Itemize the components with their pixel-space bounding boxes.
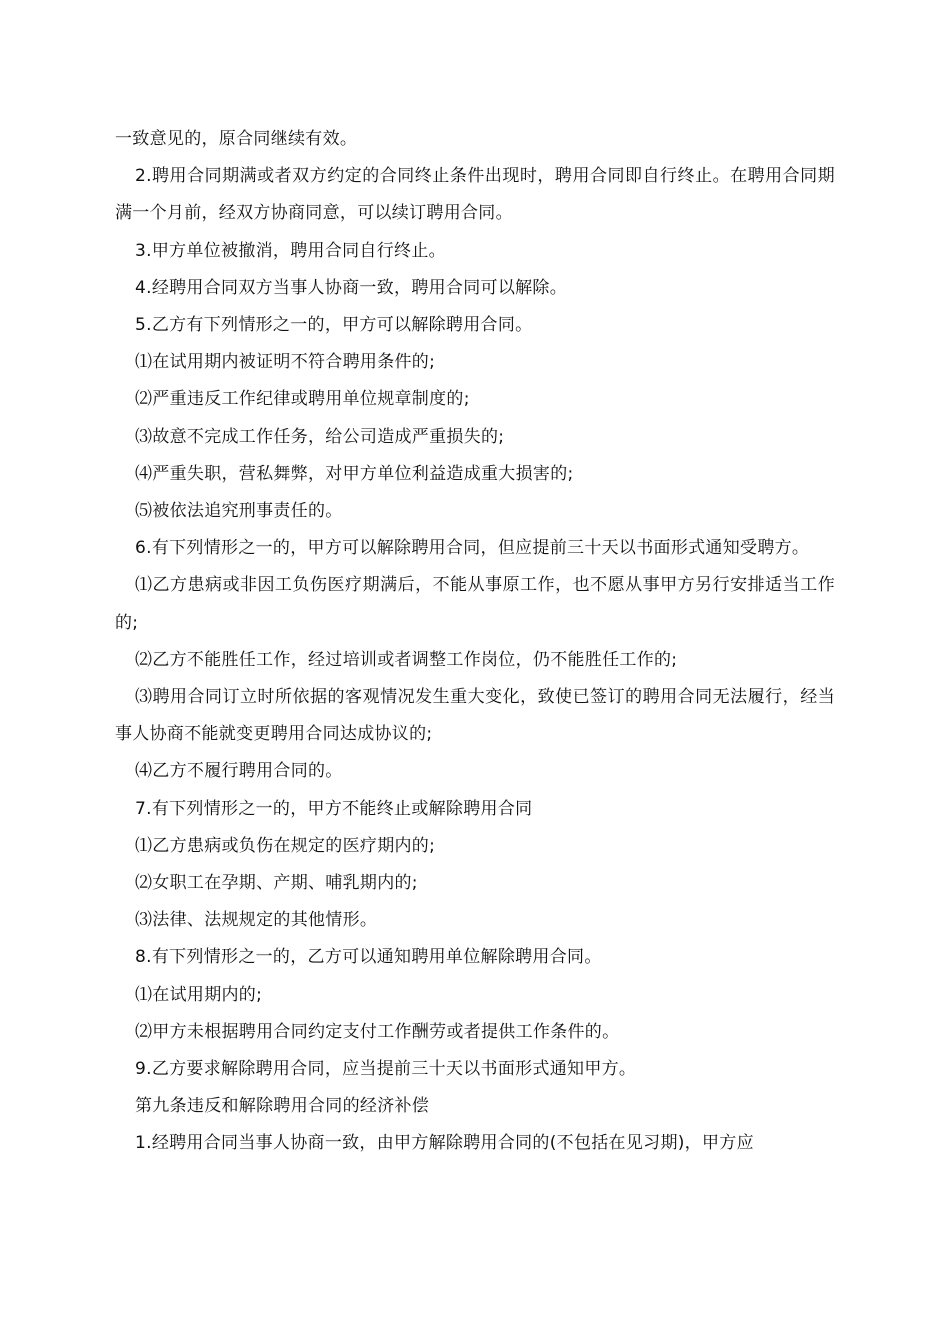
- article-9-clause-1: 1.经聘用合同当事人协商一致，由甲方解除聘用合同的(不包括在见习期)，甲方应: [135, 1133, 754, 1154]
- clause-4: 4.经聘用合同双方当事人协商一致，聘用合同可以解除。: [135, 277, 568, 298]
- document-body: [115, 121, 835, 1163]
- clause-5-item-3: ⑶故意不完成工作任务，给公司造成严重损失的;: [135, 426, 505, 447]
- clause-6: 6.有下列情形之一的，甲方可以解除聘用合同，但应提前三十天以书面形式通知受聘方。: [135, 538, 810, 559]
- clause-6-item-2: ⑵乙方不能胜任工作，经过培训或者调整工作岗位，仍不能胜任工作的;: [135, 649, 678, 670]
- clause-9: 9.乙方要求解除聘用合同，应当提前三十天以书面形式通知甲方。: [135, 1059, 637, 1080]
- clause-7-item-2: ⑵女职工在孕期、产期、哺乳期内的;: [135, 873, 418, 894]
- paragraph: 一致意见的，原合同继续有效。: [115, 129, 358, 149]
- clause-6-item-1: ⑴乙方患病或非因工负伤医疗期满后，不能从事原工作，也不愿从事甲方另行安排适当工作的;: [115, 575, 835, 633]
- clause-6-item-3: ⑶聘用合同订立时所依据的客观情况发生重大变化，致使已签订的聘用合同无法履行，经当事人协商不能就变更聘用合同达成协议的;: [115, 687, 835, 745]
- clause-5-item-4: ⑷严重失职，营私舞弊，对甲方单位利益造成重大损害的;: [135, 463, 574, 484]
- clause-7-item-1: ⑴乙方患病或负伤在规定的医疗期内的;: [135, 835, 436, 856]
- clause-8: 8.有下列情形之一的，乙方可以通知聘用单位解除聘用合同。: [135, 947, 602, 968]
- clause-8-item-1: ⑴在试用期内的;: [135, 984, 263, 1005]
- clause-5-item-5: ⑸被依法追究刑事责任的。: [135, 501, 343, 522]
- article-9-heading: 第九条违反和解除聘用合同的经济补偿: [135, 1096, 430, 1117]
- clause-2: 2.聘用合同期满或者双方约定的合同终止条件出现时，聘用合同即自行终止。在聘用合同期满一个月前，经双方协商同意，可以续订聘用合同。: [115, 166, 835, 224]
- clause-7-item-3: ⑶法律、法规规定的其他情形。: [135, 910, 378, 931]
- clause-5-item-2: ⑵严重违反工作纪律或聘用单位规章制度的;: [135, 389, 470, 410]
- clause-5: 5.乙方有下列情形之一的，甲方可以解除聘用合同。: [135, 315, 533, 336]
- clause-6-item-4: ⑷乙方不履行聘用合同的。: [135, 761, 343, 782]
- clause-8-item-2: ⑵甲方未根据聘用合同约定支付工作酬劳或者提供工作条件的。: [135, 1021, 620, 1042]
- clause-7: 7.有下列情形之一的，甲方不能终止或解除聘用合同: [135, 798, 533, 819]
- clause-5-item-1: ⑴在试用期内被证明不符合聘用条件的;: [135, 352, 436, 373]
- clause-3: 3.甲方单位被撤消，聘用合同自行终止。: [135, 240, 446, 261]
